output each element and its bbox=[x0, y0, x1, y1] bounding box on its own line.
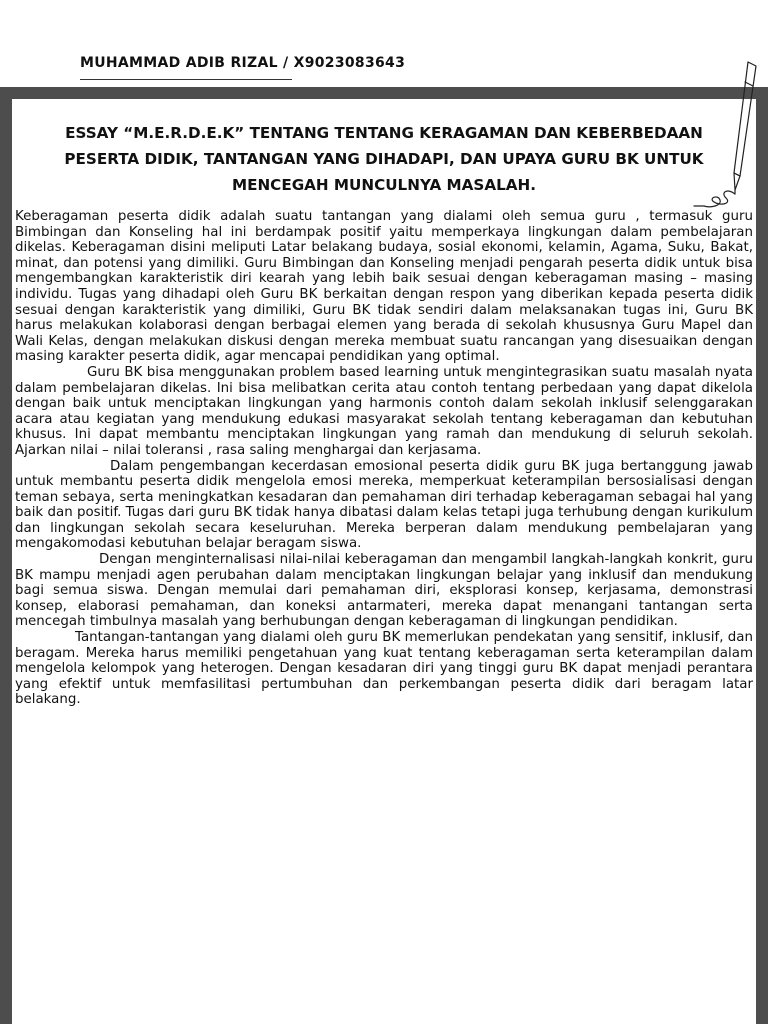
paragraph: Keberagaman peserta didik adalah suatu tantangan yang dialami oleh semua guru , termasuk guru Bimbingan dan Konseling hal ini berdampak positif yaitu memperkaya lingkungan dalam pembelajaran dikelas. Keberagaman disini meliputi Latar belakang budaya, sosial ekonomi, kelamin, Agama, Suku, Bakat, minat, dan potensi yang dimiliki. Guru Bimbingan dan Konseling menjadi pengarah peserta didik untuk bisa mengembangkan karakteristik diri kearah yang lebih baik sesuai dengan keberagaman masing – masing individu. Tugas yang dihadapi oleh Guru BK berkaitan dengan respon yang diberikan kepada peserta didik sesuai dengan karakteristik yang dimiliki, Guru BK tidak sendiri dalam melaksanakan tugas ini, Guru BK harus melakukan kolaborasi dengan berbagai elemen yang berada di sekolah khususnya Guru Mapel dan Wali Kelas, dengan melakukan diskusi dengan mereka membuat suatu rancangan yang disesuaikan dengan masing karakter peserta didik, agar mencapai pendidikan yang optimal. bbox=[15, 209, 753, 365]
paragraph: Guru BK bisa menggunakan problem based learning untuk mengintegrasikan suatu masalah nyata dalam pembelajaran dikelas. Ini bisa melibatkan cerita atau contoh tentang perbedaan yang dapat dikelola dengan baik untuk menciptakan lingkungan yang harmonis contoh dalam sekolah inklusif selenggarakan acara atau kegiatan yang mendukung edukasi masyarakat sekolah tentang keberagaman dan kebutuhan khusus. Ini dapat membantu menciptakan lingkungan yang ramah dan mendukung di seluruh sekolah. Ajarkan nilai – nilai toleransi , rasa saling menghargai dan kerjasama. bbox=[15, 364, 753, 458]
paragraph: Dalam pengembangan kecerdasan emosional peserta didik guru BK juga bertanggung jawab untuk membantu peserta didik mengelola emosi mereka, memperkuat keterampilan bersosialisasi dengan teman sebaya, serta meningkatkan kesadaran dan pemahaman diri terhadap keberagaman sebagai hal yang baik dan positif. Tugas dari guru BK tidak hanya dibatasi dalam kelas tetapi juga terhubung dengan kurikulum dan lingkungan sekolah secara keseluruhan. Mereka berperan dalam mendukung pembelajaran yang mengakomodasi kebutuhan belajar beragam siswa. bbox=[15, 458, 753, 552]
author-underline bbox=[80, 79, 292, 80]
paragraph: Dengan menginternalisasi nilai-nilai keberagaman dan mengambil langkah-langkah konkrit, guru BK mampu menjadi agen perubahan dalam menciptakan lingkungan belajar yang inklusif dan mendukung bagi semua siswa. Dengan memulai dari pemahaman diri, eksplorasi konsep, kerjasama, demonstrasi konsep, elaborasi pemahaman, dan koneksi antarmateri, mereka dapat menangani tantangan serta mencegah timbulnya masalah yang berhubungan dengan keberagaman di lingkungan pendidikan. bbox=[15, 552, 753, 630]
essay-body bbox=[15, 209, 753, 708]
author-name: MUHAMMAD ADIB RIZAL / X9023083643 bbox=[80, 55, 406, 71]
essay-title: ESSAY “M.E.R.D.E.K” TENTANG TENTANG KERAGAMAN DAN KEBERBEDAAN PESERTA DIDIK, TANTANGAN YANG DIHADAPI, DAN UPAYA GURU BK UNTUK MENCEGAH MUNCULNYA MASALAH. bbox=[64, 124, 704, 194]
paragraph: Tantangan-tantangan yang dialami oleh guru BK memerlukan pendekatan yang sensitif, inklusif, dan beragam. Mereka harus memiliki pengetahuan yang kuat tentang keberagaman serta keterampilan dalam mengelola kelompok yang heterogen. Dengan kesadaran diri yang tinggi guru BK dapat menjadi perantara yang efektif untuk memfasilitasi pertumbuhan dan perkembangan peserta didik dari beragam latar belakang. bbox=[15, 630, 753, 708]
